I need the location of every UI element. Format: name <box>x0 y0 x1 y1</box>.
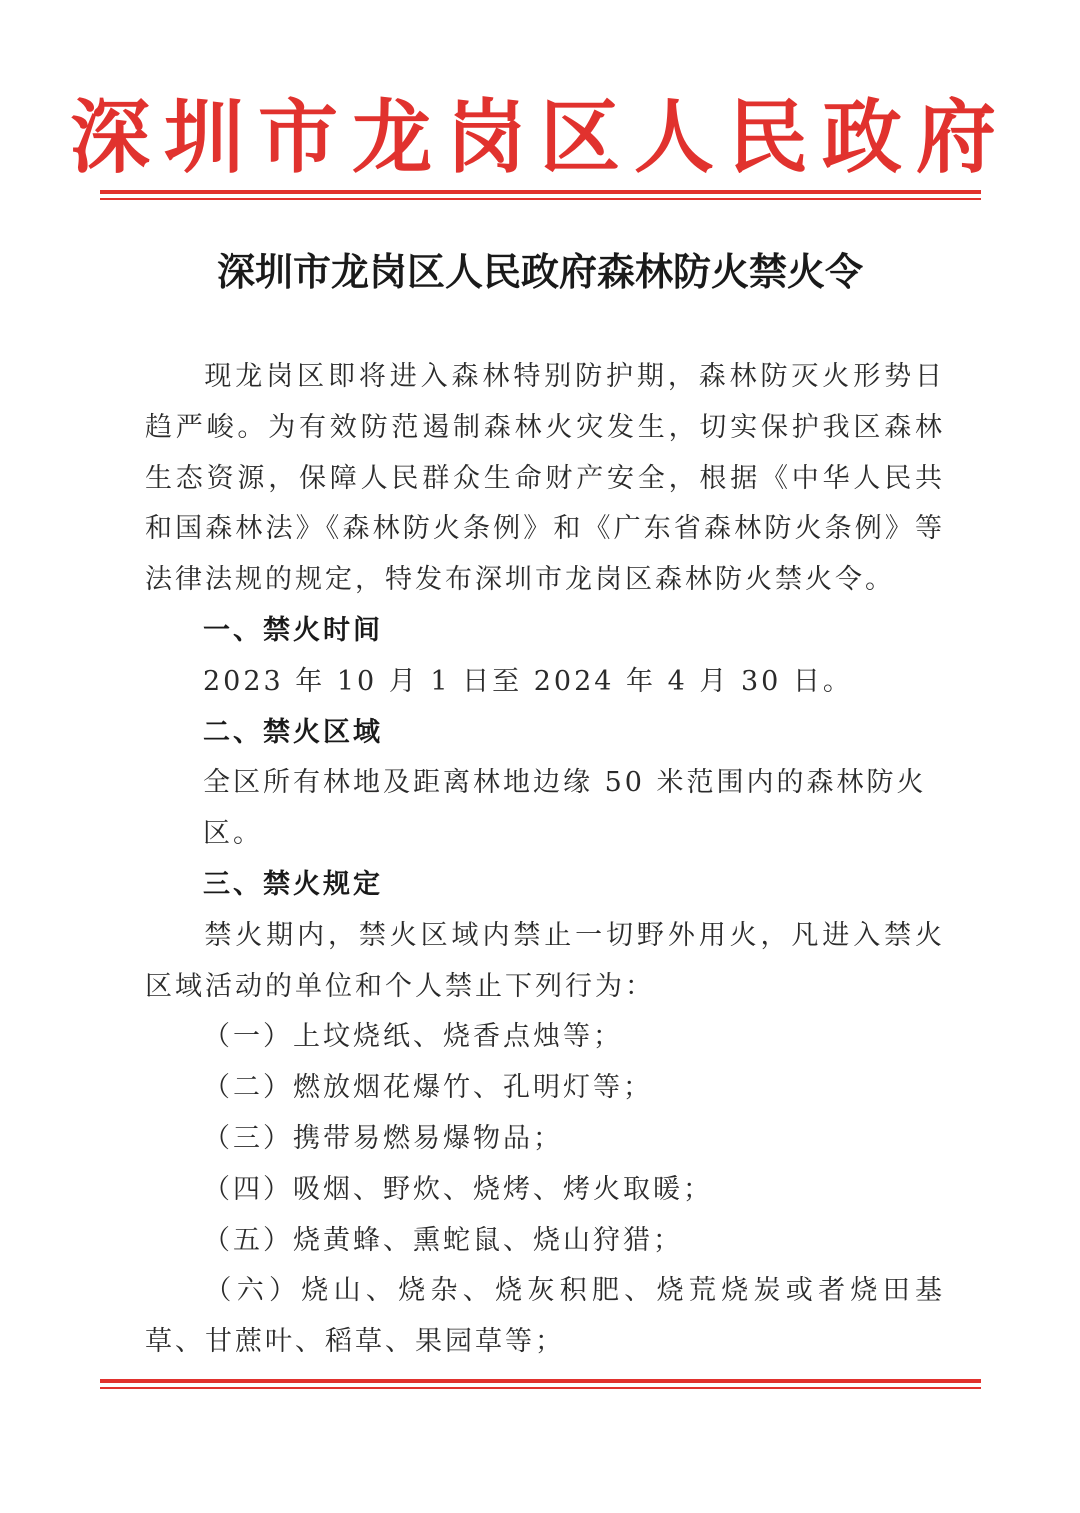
section-text-rules: 禁火期内，禁火区域内禁止一切野外用火，凡进入禁火区域活动的单位和个人禁止下列行为： <box>145 919 945 1002</box>
intro-paragraph: 现龙岗区即将进入森林特别防护期，森林防灭火形势日趋严峻。为有效防范遏制森林火灾发生，切实保护我区森林生态资源，保障人民群众生命财产安全，根据《中华人民共和国森林法》《森林防火条例》和《广东省森林防火条例》等法律法规的规定，特发布深圳市龙岗区森林防火禁火令。 <box>145 361 945 596</box>
header-divider <box>100 190 981 200</box>
issuing-authority-header: 深圳市龙岗区人民政府 <box>70 91 1010 184</box>
list-item: （一）上坟烧纸、烧香点烛等； <box>203 1021 623 1053</box>
section-heading-area: 二、禁火区域 <box>203 716 383 748</box>
list-item: （二）燃放烟花爆竹、孔明灯等； <box>203 1072 653 1104</box>
footer-divider <box>100 1379 981 1389</box>
list-item: （六）烧山、烧杂、烧灰积肥、烧荒烧炭或者烧田基草、甘蔗叶、稻草、果园草等； <box>145 1275 945 1358</box>
section-heading-rules: 三、禁火规定 <box>203 868 383 900</box>
document-title: 深圳市龙岗区人民政府森林防火禁火令 <box>216 249 863 294</box>
document-body <box>145 352 945 1368</box>
section-text-area: 全区所有林地及距离林地边缘 50 米范围内的森林防火区。 <box>203 767 927 850</box>
list-item: （三）携带易燃易爆物品； <box>203 1122 563 1154</box>
section-heading-time: 一、禁火时间 <box>203 614 383 646</box>
list-item: （五）烧黄蜂、熏蛇鼠、烧山狩猎； <box>203 1224 683 1256</box>
list-item: （四）吸烟、野炊、烧烤、烤火取暖； <box>203 1173 713 1205</box>
section-text-time: 2023 年 10 月 1 日至 2024 年 4 月 30 日。 <box>203 665 853 697</box>
